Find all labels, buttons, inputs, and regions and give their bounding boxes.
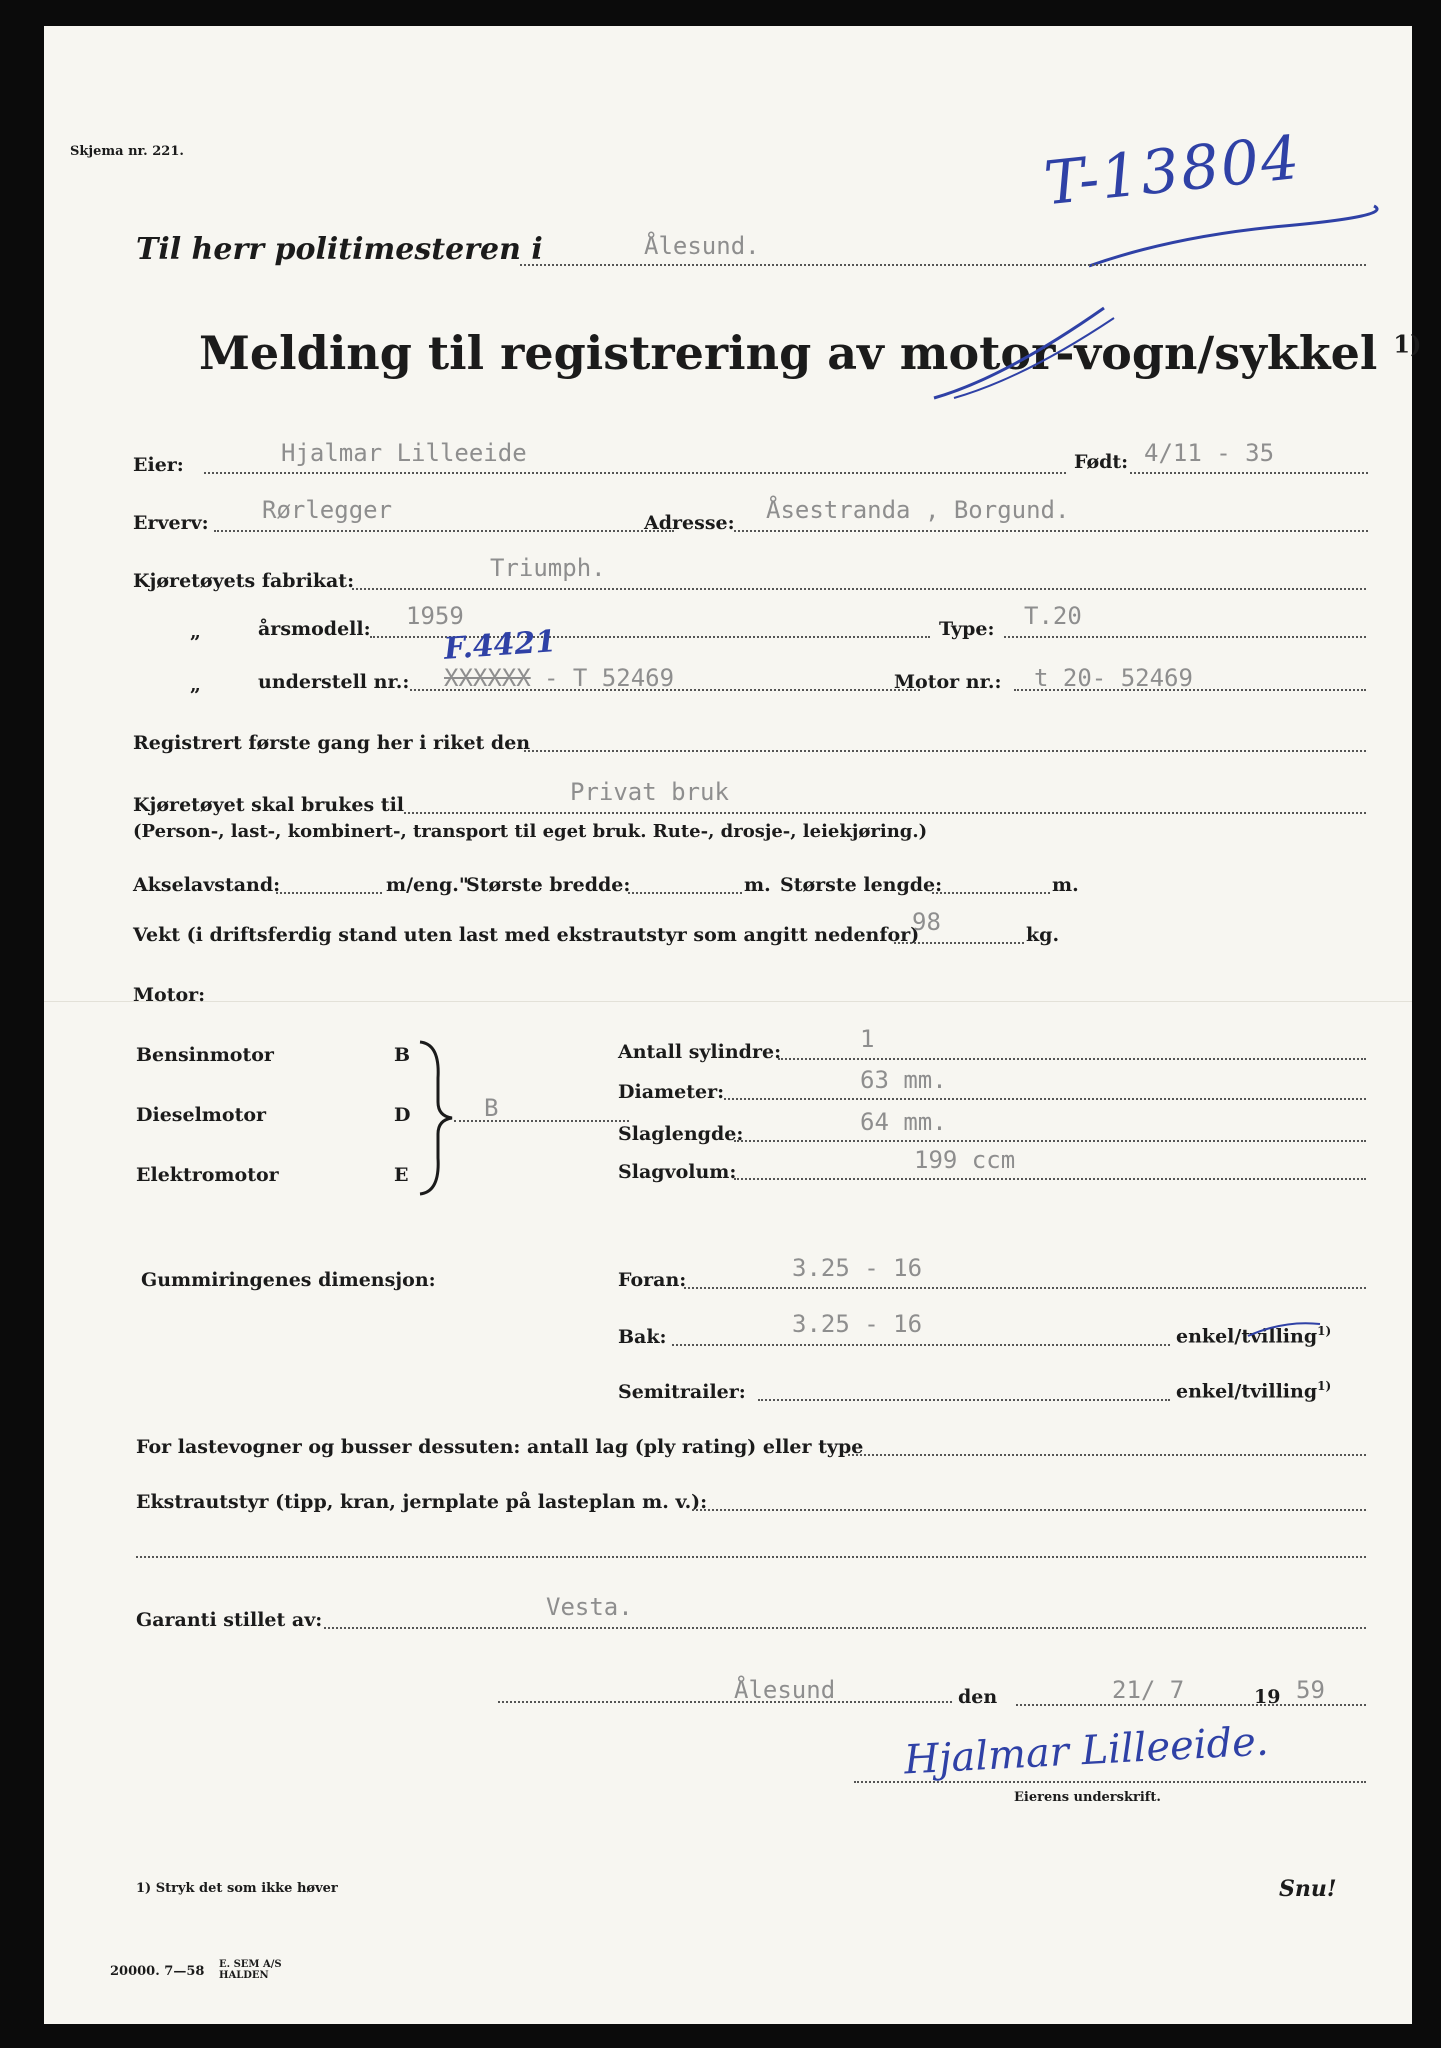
fabrikat-label: Kjøretøyets fabrikat: <box>133 570 355 592</box>
motor-brace <box>412 1038 472 1198</box>
motor-type-elektro: Elektromotor <box>136 1164 279 1186</box>
understell-struck: XXXXXX <box>444 664 531 692</box>
brukes-label: Kjøretøyet skal brukes til <box>133 794 405 816</box>
year-prefix: 19 <box>1254 1686 1281 1708</box>
garanti-line <box>324 1627 1366 1629</box>
form-title-text: Melding til registrering av motor-vogn/sykkel <box>199 326 1378 380</box>
adresse-label: Adresse: <box>644 512 735 534</box>
garanti-value: Vesta. <box>546 1593 633 1621</box>
fabrikat-line <box>352 588 1366 590</box>
year-value: 59 <box>1296 1676 1325 1704</box>
tyres-label: Gummiringenes dimensjon: <box>141 1269 436 1291</box>
slagvolum-line <box>734 1178 1366 1180</box>
recipient-label: Til herr politimesteren i <box>136 232 543 267</box>
erverv-value: Rørlegger <box>262 496 393 524</box>
title-footnote-mark: 1) <box>1393 329 1422 359</box>
arsmodell-value: 1959 <box>406 602 464 630</box>
printer-info <box>219 1959 282 1981</box>
lengde-label: Største lengde: <box>780 874 943 896</box>
diameter-label: Diameter: <box>618 1081 725 1103</box>
semi-line <box>758 1399 1170 1401</box>
motor-selected-line <box>454 1120 629 1122</box>
type-label: Type: <box>939 618 995 640</box>
place-value: Ålesund <box>734 1676 836 1704</box>
arsmodell-label: årsmodell: <box>258 618 371 640</box>
bak-label: Bak: <box>618 1326 667 1348</box>
eier-label: Eier: <box>133 454 184 476</box>
ekstrautstyr-label: Ekstrautstyr (tipp, kran, jernplate på lasteplan m. v.): <box>136 1491 708 1513</box>
eier-line <box>204 472 1066 474</box>
bak-enkel-tvilling-text: enkel/tvilling <box>1176 1325 1318 1348</box>
date-line <box>1016 1704 1366 1706</box>
registrert-label: Registrert første gang her i riket den <box>133 732 531 754</box>
slaglengde-value: 64 mm. <box>860 1108 947 1136</box>
semi-footnote-mark: 1) <box>1317 1379 1332 1393</box>
fodt-value: 4/11 - 35 <box>1144 439 1275 467</box>
police-district: Ålesund. <box>644 232 760 260</box>
vekt-value: 98 <box>912 908 941 936</box>
sylindre-line <box>778 1058 1366 1060</box>
ditto-mark-1: „ <box>190 621 201 643</box>
date-value: 21/ 7 <box>1112 1676 1185 1704</box>
slaglengde-label: Slaglengde: <box>618 1123 744 1145</box>
vekt-label: Vekt (i driftsferdig stand uten last med ekstrautstyr som angitt nedenfor) <box>133 924 920 946</box>
motor-code-b: B <box>394 1044 411 1066</box>
lengde-unit: m. <box>1052 874 1079 896</box>
motor-nr-label: Motor nr.: <box>894 671 1002 693</box>
motor-type-bensin: Bensinmotor <box>136 1044 274 1066</box>
bak-footnote-mark: 1) <box>1317 1324 1332 1338</box>
type-line <box>1004 636 1366 638</box>
brukes-value: Privat bruk <box>570 778 729 806</box>
erverv-label: Erverv: <box>133 512 209 534</box>
adresse-line <box>734 530 1368 532</box>
snu-note: Snu! <box>1279 1876 1337 1902</box>
fabrikat-value: Triumph. <box>490 554 606 582</box>
strike-vogn <box>924 298 1124 408</box>
lengde-line <box>932 892 1050 894</box>
foran-line <box>684 1287 1366 1289</box>
form-title <box>199 326 1421 380</box>
fodt-label: Født: <box>1074 451 1129 473</box>
type-value: T.20 <box>1024 602 1082 630</box>
motor-code-d: D <box>394 1104 411 1126</box>
bredde-label: Største bredde: <box>466 874 631 896</box>
bredde-unit: m. <box>744 874 771 896</box>
stamp-number: T-13804 <box>1041 122 1305 220</box>
understell-label: understell nr.: <box>258 671 410 693</box>
semi-enkel-tvilling <box>1176 1379 1331 1402</box>
print-code: 20000. 7—58 <box>110 1964 205 1979</box>
vekt-line <box>894 942 1024 944</box>
brukes-line <box>404 812 1366 814</box>
owner-signature: Hjalmar Lilleeide. <box>903 1718 1270 1784</box>
stamp-underline <box>1084 196 1384 286</box>
foran-label: Foran: <box>618 1269 687 1291</box>
strike-tvilling <box>1244 1316 1324 1346</box>
footnote: 1) Stryk det som ikke høver <box>136 1881 338 1896</box>
page-fold-line <box>44 1001 1412 1002</box>
vekt-unit: kg. <box>1026 924 1060 946</box>
eier-value: Hjalmar Lilleeide <box>281 439 527 467</box>
erverv-line <box>214 530 674 532</box>
sylindre-label: Antall sylindre: <box>618 1041 782 1063</box>
printer-line-1: E. SEM A/S <box>219 1959 282 1970</box>
registrert-line <box>524 750 1366 752</box>
bak-value: 3.25 - 16 <box>792 1310 923 1338</box>
lastevogner-label: For lastevogner og busser dessuten: antall lag (ply rating) eller type <box>136 1436 864 1458</box>
semi-label: Semitrailer: <box>618 1381 746 1403</box>
sylindre-value: 1 <box>860 1025 875 1053</box>
schema-number: Skjema nr. 221. <box>70 144 184 159</box>
signature-caption: Eierens underskrift. <box>1014 1790 1161 1805</box>
ditto-mark-2: „ <box>190 674 201 696</box>
akselavstand-line <box>276 892 382 894</box>
diameter-value: 63 mm. <box>860 1066 947 1094</box>
diameter-line <box>724 1098 1366 1100</box>
motor-type-diesel: Dieselmotor <box>136 1104 267 1126</box>
den-label: den <box>958 1686 998 1708</box>
akselavstand-unit: m/eng." <box>386 874 469 896</box>
slaglengde-line <box>734 1140 1366 1142</box>
foran-value: 3.25 - 16 <box>792 1254 923 1282</box>
slagvolum-value: 199 ccm <box>914 1146 1016 1174</box>
motor-code-e: E <box>394 1164 409 1186</box>
bredde-line <box>628 892 742 894</box>
recipient-line <box>520 264 1366 266</box>
brukes-note: (Person-, last-, kombinert-, transport til eget bruk. Rute-, drosje-, leiekjøring.) <box>133 821 928 842</box>
semi-enkel-tvilling-text: enkel/tvilling <box>1176 1380 1318 1403</box>
adresse-value: Åsestranda , Borgund. <box>766 496 1070 524</box>
ekstrautstyr-line-2 <box>136 1556 1366 1558</box>
form-page <box>44 26 1422 2024</box>
motor-label: Motor: <box>133 984 206 1006</box>
motor-nr-value: t 20- 52469 <box>1034 664 1193 692</box>
place-line <box>498 1701 952 1703</box>
slagvolum-label: Slagvolum: <box>618 1161 737 1183</box>
lastevogner-line <box>848 1454 1366 1456</box>
ekstrautstyr-line <box>692 1509 1366 1511</box>
understell-value: - T 52469 <box>544 664 675 692</box>
akselavstand-label: Akselavstand: <box>133 874 281 896</box>
bak-line <box>672 1344 1170 1346</box>
garanti-label: Garanti stillet av: <box>136 1609 323 1631</box>
understell-handwritten: F.4421 <box>442 624 558 667</box>
motor-selected: B <box>484 1094 499 1122</box>
printer-line-2: HALDEN <box>219 1970 269 1981</box>
fodt-line <box>1130 472 1368 474</box>
